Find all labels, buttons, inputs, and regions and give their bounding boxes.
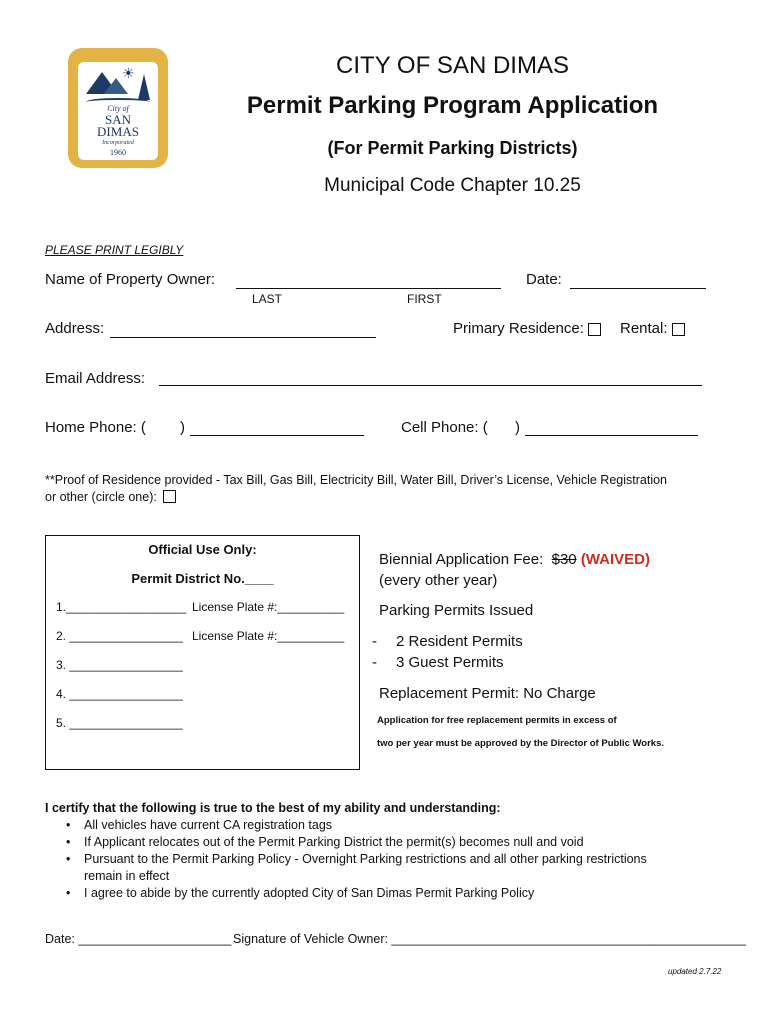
- address-label: Address:: [45, 320, 105, 337]
- proof-of-residence-text: or other (circle one):: [45, 490, 157, 504]
- first-name-caption: FIRST: [407, 292, 442, 306]
- official-use-title: Official Use Only:: [148, 542, 257, 557]
- rental-text: Rental:: [620, 320, 668, 337]
- license-plate-1[interactable]: License Plate #:__________: [192, 600, 345, 614]
- primary-residence-checkbox[interactable]: [588, 323, 601, 336]
- sun-icon: ☀: [122, 67, 135, 82]
- bullet: •: [66, 852, 71, 866]
- fee-label: Biennial Application Fee:: [379, 551, 544, 568]
- owner-name-field[interactable]: [236, 287, 501, 289]
- rental-checkbox[interactable]: [672, 323, 685, 336]
- primary-residence-label: [453, 320, 601, 337]
- page-subtitle: (For Permit Parking Districts): [327, 138, 578, 158]
- permit-row-2[interactable]: 2. _________________: [56, 629, 183, 643]
- dash-bullet: -: [372, 633, 377, 650]
- guest-permits: 3 Guest Permits: [396, 654, 504, 671]
- bullet: •: [66, 886, 71, 900]
- certify-item: [60, 851, 740, 868]
- logo-text: DIMAS: [97, 124, 139, 139]
- updated-date: updated 2.7.22: [668, 967, 722, 976]
- logo-text: Incorporated: [102, 140, 134, 146]
- certify-item: [60, 834, 740, 851]
- print-note: PLEASE PRINT LEGIBLY: [45, 243, 184, 257]
- certify-item-text: remain in effect: [84, 869, 170, 883]
- certify-item: [60, 885, 740, 902]
- license-plate-2[interactable]: License Plate #:__________: [192, 629, 345, 643]
- last-name-caption: LAST: [252, 292, 283, 306]
- home-phone-label: Home Phone: (: [45, 419, 146, 436]
- cell-phone-label: Cell Phone: (: [401, 419, 488, 436]
- city-name: CITY OF SAN DIMAS: [336, 52, 569, 79]
- certify-item-text: Pursuant to the Permit Parking Policy - Overnight Parking restrictions and all other parking restrictions: [84, 852, 647, 866]
- cell-phone-paren: ): [515, 419, 520, 436]
- certify-list: [60, 817, 740, 902]
- permit-row-5[interactable]: 5. _________________: [56, 716, 183, 730]
- fee-waived-badge: (WAIVED): [580, 551, 650, 568]
- fee-note: (every other year): [379, 572, 498, 589]
- proof-of-residence-line2: [45, 490, 176, 504]
- permit-row-1[interactable]: 1.__________________: [56, 600, 187, 614]
- dash-bullet: -: [372, 654, 377, 671]
- permit-district-field: Permit District No.____: [131, 571, 274, 586]
- date-label: Date:: [526, 271, 562, 288]
- tree-icon: [138, 74, 150, 100]
- certify-item-text: If Applicant relocates out of the Permit Parking District the permit(s) becomes null and void: [84, 835, 584, 849]
- page-title: Permit Parking Program Application: [246, 92, 659, 119]
- bullet: •: [66, 835, 71, 849]
- logo-text: 1960: [110, 148, 126, 157]
- permit-row-4[interactable]: 4. _________________: [56, 687, 183, 701]
- fee-amount: $30: [551, 551, 577, 568]
- primary-residence-text: Primary Residence:: [453, 320, 584, 337]
- certify-item-continued: [60, 868, 740, 885]
- fee-line: [379, 551, 650, 568]
- email-field[interactable]: [159, 384, 702, 386]
- permit-row-3[interactable]: 3. _________________: [56, 658, 183, 672]
- cell-phone-field[interactable]: [525, 434, 698, 436]
- logo-text: City of: [107, 104, 129, 113]
- home-phone-field[interactable]: [190, 434, 364, 436]
- bullet: •: [66, 818, 71, 832]
- certify-heading: I certify that the following is true to the best of my ability and understanding:: [45, 801, 501, 815]
- city-seal-logo: [68, 48, 168, 168]
- email-label: Email Address:: [45, 370, 146, 387]
- logo-inner: [78, 62, 158, 160]
- official-use-box: [45, 535, 360, 770]
- other-proof-checkbox[interactable]: [163, 490, 176, 503]
- replacement-note-2: two per year must be approved by the Director of Public Works.: [377, 738, 664, 749]
- home-phone-paren: ): [180, 419, 185, 436]
- rental-label: [620, 320, 685, 337]
- replacement-note-1: Application for free replacement permits in excess of: [377, 715, 617, 726]
- date-field[interactable]: [570, 287, 706, 289]
- signature-date-field[interactable]: Date: ______________________: [45, 932, 232, 946]
- permits-issued-heading: Parking Permits Issued: [379, 602, 534, 619]
- resident-permits: 2 Resident Permits: [396, 633, 523, 650]
- certify-item-text: All vehicles have current CA registration tags: [84, 818, 333, 832]
- signature-field[interactable]: Signature of Vehicle Owner: ___________________________________________________: [233, 932, 746, 946]
- logo-text: SAN: [104, 112, 131, 127]
- certify-item: [60, 817, 740, 834]
- address-field[interactable]: [110, 336, 376, 338]
- replacement-permit: Replacement Permit: No Charge: [379, 685, 596, 702]
- mountain-icon: [104, 78, 128, 94]
- certify-item-text: I agree to abide by the currently adopted City of San Dimas Permit Parking Policy: [84, 886, 535, 900]
- owner-label: Name of Property Owner:: [45, 271, 216, 288]
- municipal-code: Municipal Code Chapter 10.25: [324, 175, 581, 196]
- proof-of-residence-line1: **Proof of Residence provided - Tax Bill, Gas Bill, Electricity Bill, Water Bill, Driver’s License, Vehicle Registration: [45, 473, 668, 487]
